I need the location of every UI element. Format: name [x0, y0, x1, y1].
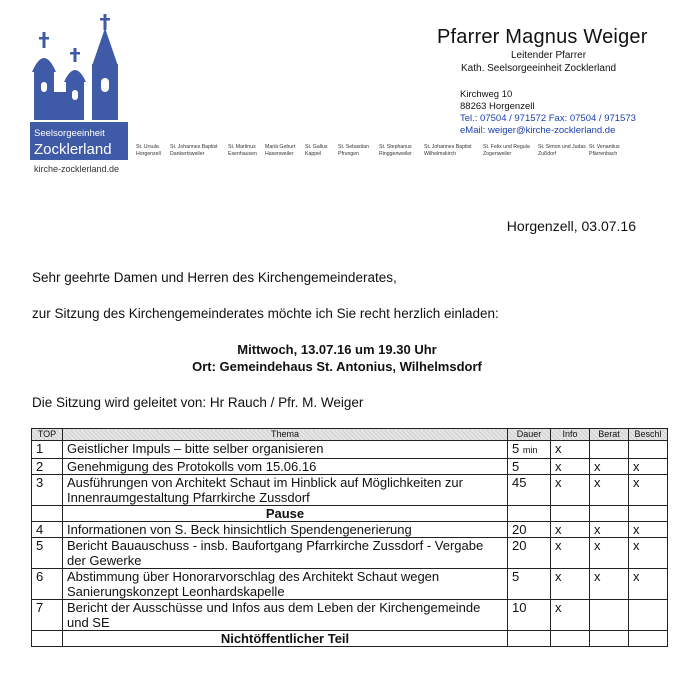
agenda-table [31, 428, 668, 647]
agenda-header-row [32, 429, 668, 441]
col-top: TOP [32, 429, 63, 441]
parish-item: St. Sebastian Pfrungen [338, 144, 369, 157]
salutation: Sehr geehrte Damen und Herren des Kirchengemeinderates, [32, 270, 397, 285]
parish-item: St. Felix und Regula Zogenweiler [483, 144, 530, 157]
parish-item: St. Johannes Baptist Dankertsweiler [170, 144, 218, 157]
parish-logo [30, 14, 128, 160]
pastor-role: Leitender Pfarrer [511, 50, 587, 61]
parish-item: St. Martinus Esenhausen [228, 144, 257, 157]
meeting-time: Mittwoch, 13.07.16 um 19.30 Uhr [237, 342, 437, 357]
table-row: 1 Geistlicher Impuls – bitte selber organisieren 5 min x [32, 441, 668, 459]
intro-text: zur Sitzung des Kirchengemeinderates möchte ich Sie recht herzlich einladen: [32, 306, 499, 321]
address-city: 88263 Horgenzell [460, 101, 535, 112]
logo-line2: Zocklerland [34, 141, 112, 158]
parish-item: St. Venantius Pfärrenbach [589, 144, 620, 157]
logo-line1: Seelsorgeeinheit [34, 128, 105, 139]
table-row: 6 Abstimmung über Honorarvorschlag des Architekt Schaut wegen Sanierungskonzept Leonhardskapelle 5 x x x [32, 569, 668, 600]
table-row: 3 Ausführungen von Architekt Schaut im Hinblick auf Möglichkeiten zur Innenraumgestaltung Pfarrkirche Zussdorf 45 x x x [32, 475, 668, 506]
meeting-chair: Die Sitzung wird geleitet von: Hr Rauch / Pfr. M. Weiger [32, 395, 364, 410]
col-thema: Thema [63, 429, 508, 441]
parish-list [136, 144, 629, 158]
col-dauer: Dauer [508, 429, 551, 441]
table-row: 5 Bericht Bauauschuss - insb. Baufortgang Pfarrkirche Zussdorf - Vergabe der Gewerke 20 x x x [32, 538, 668, 569]
parish-item: St. Johannes Baptist Wilhelmskirch [424, 144, 472, 157]
pastor-name: Pfarrer Magnus Weiger [437, 26, 648, 48]
address-email[interactable]: eMail: weiger@kirche-zocklerland.de [460, 125, 616, 136]
meeting-location: Ort: Gemeindehaus St. Antonius, Wilhelmsdorf [192, 359, 482, 374]
parish-item: St. Ursula Horgenzell [136, 144, 161, 157]
col-berat: Berat [590, 429, 629, 441]
parish-item: Mariä Geburt Hasenweiler [265, 144, 296, 157]
col-beschl: Beschl [629, 429, 668, 441]
closing-row: Nichtöffentlicher Teil [32, 631, 668, 647]
letter-date: Horgenzell, 03.07.16 [506, 218, 636, 234]
parish-item: St. Gallus Kappel [305, 144, 328, 157]
pastor-unit: Kath. Seelsorgeeinheit Zocklerland [461, 63, 617, 74]
parish-item: St. Stephanus Ringgenweiler [379, 144, 412, 157]
address-phone: Tel.: 07504 / 971572 Fax: 07504 / 971573 [460, 113, 636, 124]
parish-item: St. Simon und Judas Zußdorf [538, 144, 586, 157]
table-row: 2 Genehmigung des Protokolls vom 15.06.16 5 x x x [32, 459, 668, 475]
logo-website[interactable]: kirche-zocklerland.de [34, 164, 120, 174]
table-row: 4 Informationen von S. Beck hinsichtlich Spendengenerierung 20 x x x [32, 522, 668, 538]
pause-row: Pause [32, 506, 668, 522]
address-street: Kirchweg 10 [460, 89, 513, 100]
table-row: 7 Bericht der Ausschüsse und Infos aus dem Leben der Kirchengemeinde und SE 10 x [32, 600, 668, 631]
col-info: Info [551, 429, 590, 441]
